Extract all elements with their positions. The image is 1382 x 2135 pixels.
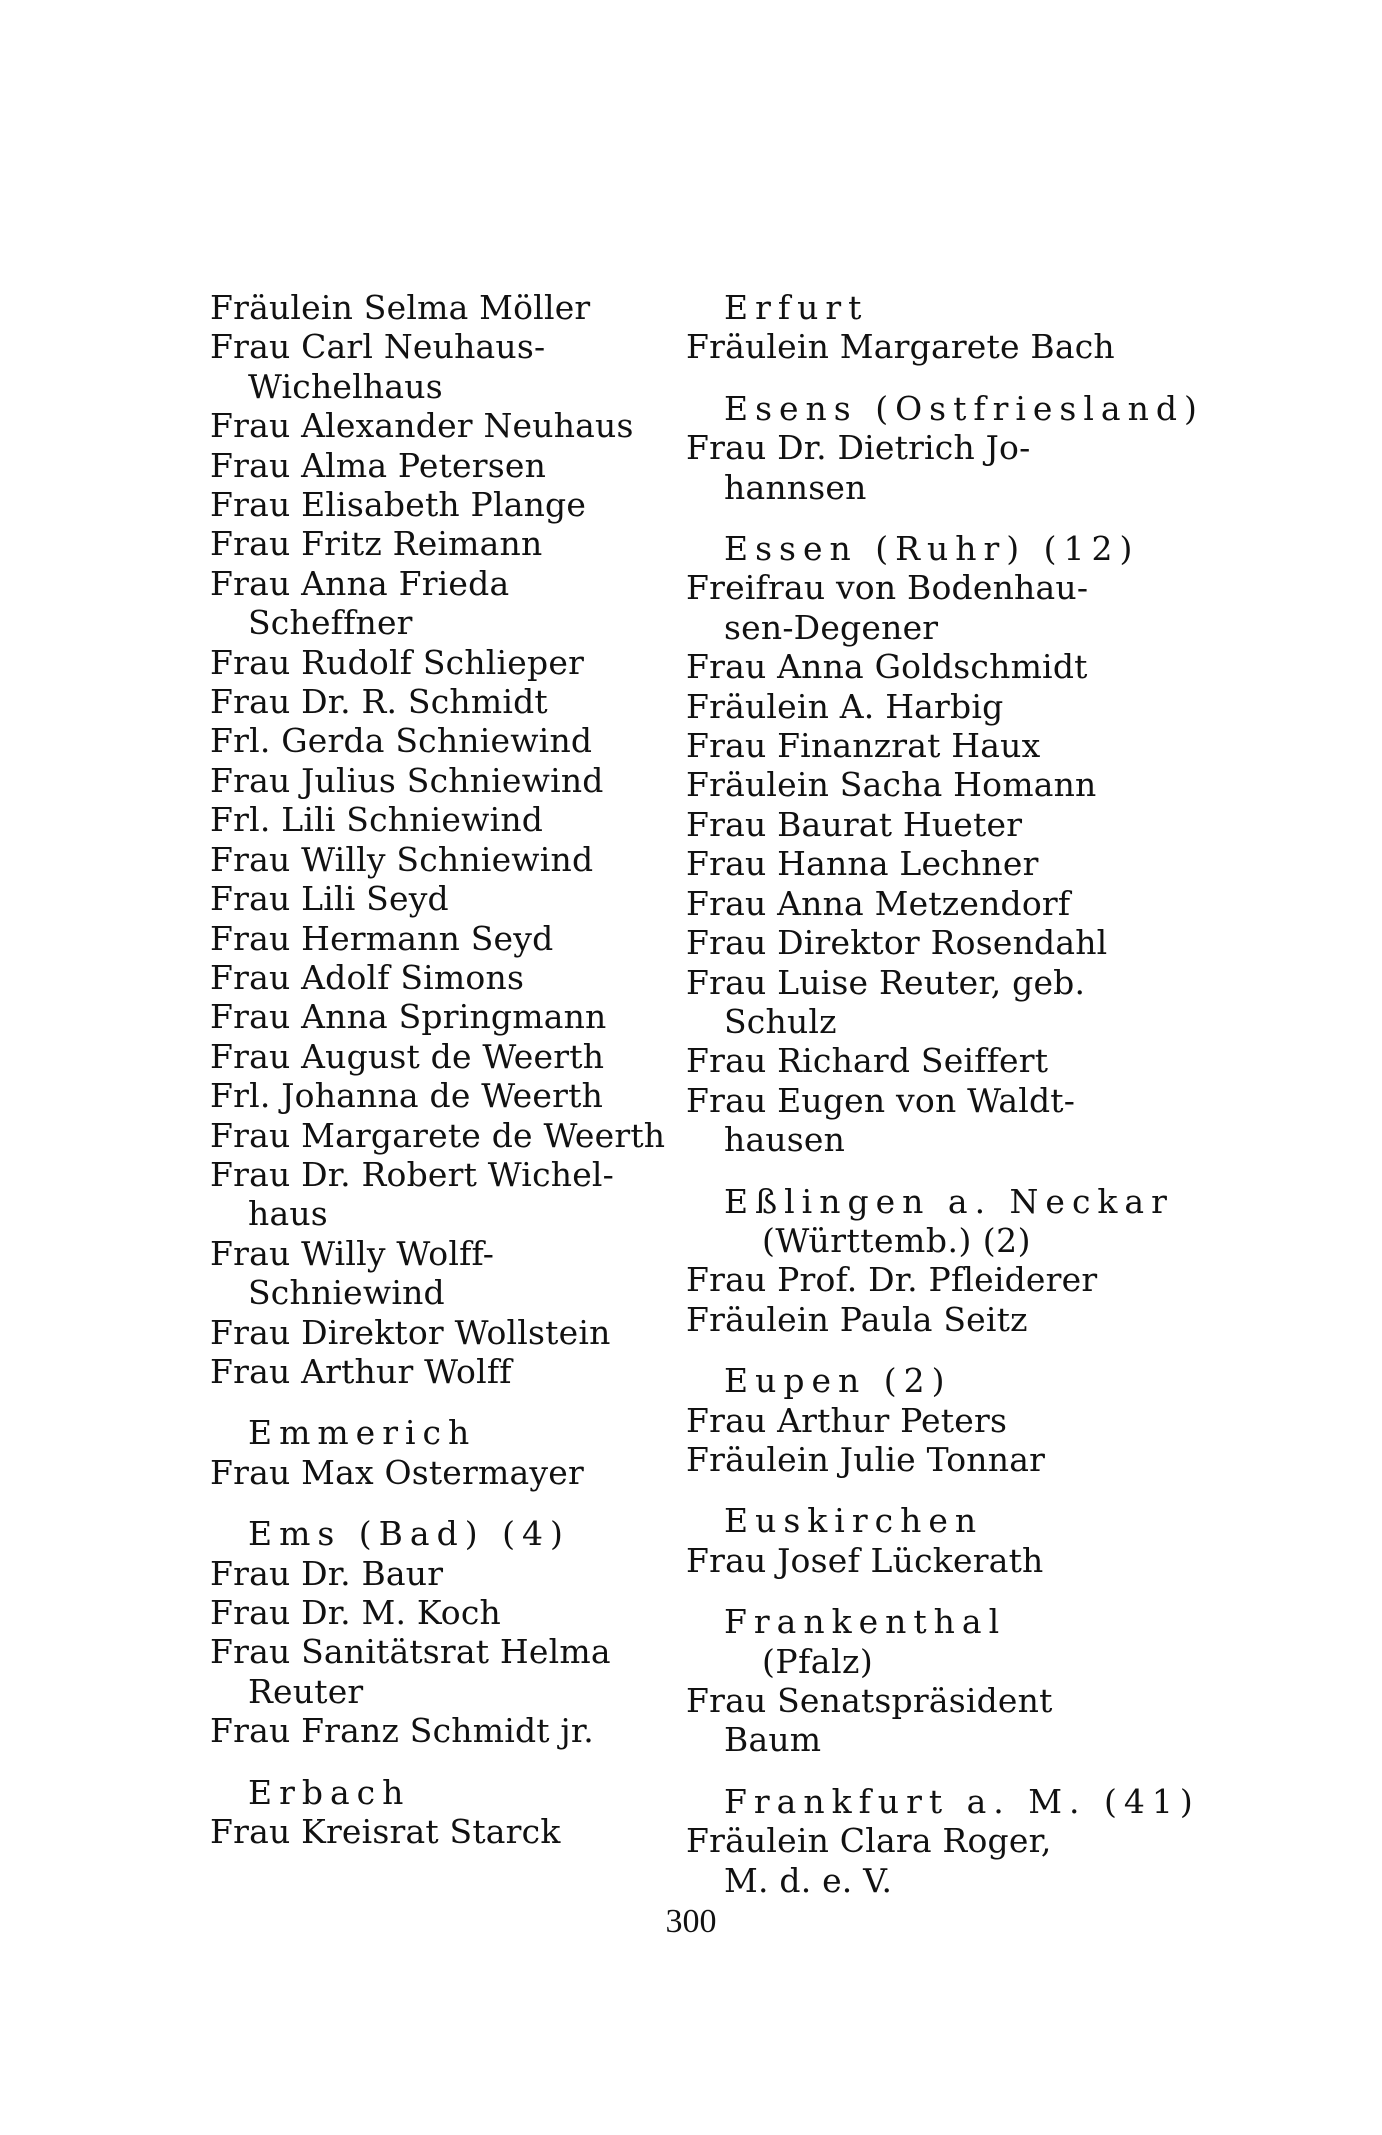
place-heading <box>210 1514 680 1553</box>
place-heading <box>686 1602 1106 1681</box>
member-entry <box>210 800 680 839</box>
entry-text: Frau Arthur Wolff <box>210 1351 512 1391</box>
member-entry <box>210 446 680 485</box>
entry-text: Fräulein Paula Seitz <box>686 1299 1028 1339</box>
member-entry <box>210 1313 680 1352</box>
member-entry <box>686 647 1106 686</box>
entry-text: Frau Rudolf Schlieper <box>210 642 585 682</box>
member-entry <box>210 958 680 997</box>
member-entry <box>686 923 1106 962</box>
member-entry <box>210 643 680 682</box>
member-entry <box>210 564 680 643</box>
heading-text: Erfurt <box>724 288 869 327</box>
member-entry <box>210 1812 680 1851</box>
page-number: 300 <box>665 1903 717 1940</box>
entry-text: Frau Finanzrat Haux <box>686 726 1041 766</box>
member-entry <box>686 1401 1106 1440</box>
entry-text: Frau Dr. Dietrich Jo- <box>686 428 1031 468</box>
entry-text: Frau Adolf Simons <box>210 957 525 997</box>
entry-text: Frau Arthur Peters <box>686 1400 1008 1440</box>
section-gap <box>686 1760 1106 1782</box>
place-heading <box>686 1781 1200 1821</box>
section-gap <box>686 1479 1106 1501</box>
heading-text: Ems (Bad) (4) <box>248 1514 570 1554</box>
member-entry <box>210 1037 680 1076</box>
entry-text: Frau Fritz Reimann <box>210 524 543 564</box>
member-entry <box>210 1352 680 1391</box>
place-heading <box>686 1361 1106 1400</box>
entry-continuation: hausen <box>724 1120 846 1160</box>
section-gap <box>686 1580 1106 1602</box>
entry-text: Frau Anna Frieda <box>210 563 510 603</box>
place-heading <box>686 529 1140 569</box>
member-entry <box>210 997 680 1036</box>
member-entry <box>210 840 680 879</box>
member-entry <box>686 1300 1106 1339</box>
place-heading <box>686 1181 1174 1261</box>
heading-text: Euskirchen <box>724 1501 984 1541</box>
section-gap <box>686 1339 1106 1361</box>
place-heading <box>210 1773 680 1812</box>
member-entry <box>686 765 1106 804</box>
entry-text: Frau Josef Lückerath <box>686 1540 1044 1580</box>
place-heading <box>686 288 1106 327</box>
section-gap <box>686 507 1106 529</box>
heading-text: Frankenthal <box>724 1602 1007 1642</box>
heading-text: Frankfurt a. M. (41) <box>724 1781 1200 1821</box>
entry-continuation: haus <box>248 1194 328 1234</box>
place-heading <box>686 388 1204 428</box>
entry-text: Frau Direktor Rosendahl <box>686 923 1108 963</box>
entry-continuation: hannsen <box>724 467 867 507</box>
entry-text: Frau Dr. Robert Wichel- <box>210 1154 615 1194</box>
left-column <box>210 288 680 1851</box>
entry-text: Frau Kreisrat Starck <box>210 1812 561 1852</box>
member-entry <box>210 1076 680 1115</box>
member-entry <box>686 1681 1106 1760</box>
entry-text: Frau Luise Reuter, geb. <box>686 962 1086 1002</box>
right-column <box>686 288 1204 1900</box>
entry-text: Frl. Lili Schniewind <box>210 800 544 840</box>
entry-text: Frau Richard Seiffert <box>686 1041 1049 1081</box>
entry-text: Frau Hermann Seyd <box>210 918 554 958</box>
entry-continuation: M. d. e. V. <box>724 1860 893 1900</box>
member-entry <box>210 288 680 327</box>
member-entry <box>686 1041 1106 1080</box>
entry-text: Frau Anna Metzendorf <box>686 883 1071 923</box>
entry-text: Frau Franz Schmidt jr. <box>210 1711 594 1751</box>
member-entry <box>686 1260 1106 1299</box>
entry-text: Fräulein A. Harbig <box>686 686 1004 726</box>
entry-text: Frau Prof. Dr. Pfleiderer <box>686 1260 1098 1300</box>
entry-continuation: Scheffner <box>248 603 413 643</box>
entry-text: Fräulein Julie Tonnar <box>686 1439 1046 1479</box>
member-entry <box>210 406 680 445</box>
member-entry <box>686 327 1115 367</box>
member-entry <box>210 919 680 958</box>
heading-text: Eßlingen a. Neckar <box>724 1181 1174 1221</box>
member-entry <box>210 1711 680 1750</box>
member-entry <box>210 1234 680 1313</box>
entry-text: Frau Margarete de Weerth <box>210 1115 666 1155</box>
entry-text: Frau Dr. R. Schmidt <box>210 682 548 722</box>
heading-text: Eupen (2) <box>724 1361 952 1401</box>
member-entry <box>686 568 1106 647</box>
member-entry <box>210 1453 680 1492</box>
member-entry <box>210 1155 680 1234</box>
heading-text: Erbach <box>248 1772 411 1812</box>
entry-text: Frau Dr. M. Koch <box>210 1593 502 1632</box>
member-entry <box>210 1116 680 1155</box>
heading-text: Essen (Ruhr) (12) <box>724 529 1140 569</box>
entry-continuation: sen-Degener <box>724 607 939 647</box>
entry-text: Frl. Gerda Schniewind <box>210 721 593 761</box>
member-entry <box>686 428 1106 507</box>
entry-text: Fräulein Sacha Homann <box>686 765 1097 805</box>
entry-text: Frau Alma Petersen <box>210 445 547 485</box>
entry-text: Frau Eugen von Waldt- <box>686 1080 1076 1120</box>
member-entry <box>686 687 1106 726</box>
member-entry <box>686 1081 1106 1160</box>
section-gap <box>210 1492 680 1514</box>
section-gap <box>686 1160 1106 1182</box>
heading-subline: (Württemb.) (2) <box>762 1220 1032 1260</box>
member-entry <box>210 879 680 918</box>
entry-continuation: Reuter <box>248 1671 364 1711</box>
entry-text: Frau Anna Goldschmidt <box>686 647 1088 687</box>
member-entry <box>686 1440 1106 1479</box>
section-gap <box>210 1391 680 1413</box>
entry-text: Frau August de Weerth <box>210 1036 605 1076</box>
entry-text: Frau Sanitätsrat Helma <box>210 1632 611 1672</box>
entry-text: Fräulein Selma Möller <box>210 288 591 327</box>
member-entry <box>686 1541 1106 1580</box>
entry-continuation: Baum <box>724 1720 822 1760</box>
member-entry <box>686 805 1106 844</box>
member-entry <box>686 844 1106 883</box>
entry-text: Frl. Johanna de Weerth <box>210 1076 604 1116</box>
section-gap <box>686 367 1106 389</box>
place-heading <box>686 1501 1106 1540</box>
member-entry <box>210 524 680 563</box>
member-entry <box>686 884 1106 923</box>
section-gap <box>210 1751 680 1773</box>
entry-continuation: Schniewind <box>248 1273 445 1313</box>
member-entry <box>686 726 1106 765</box>
entry-text: Frau Max Ostermayer <box>210 1452 584 1492</box>
entry-text: Frau Hanna Lechner <box>686 844 1039 884</box>
entry-text: Frau Willy Wolff- <box>210 1233 495 1273</box>
entry-text: Frau Willy Schniewind <box>210 839 594 879</box>
entry-text: Frau Lili Seyd <box>210 879 449 919</box>
entry-text: Frau Baurat Hueter <box>686 804 1023 844</box>
place-heading <box>210 1413 680 1452</box>
member-entry <box>210 485 680 524</box>
entry-text: Fräulein Clara Roger, <box>686 1821 1052 1861</box>
member-entry <box>210 761 680 800</box>
heading-subline: (Pfalz) <box>762 1641 874 1681</box>
entry-text: Frau Dr. Baur <box>210 1553 444 1593</box>
entry-text: Frau Julius Schniewind <box>210 760 604 800</box>
entry-text: Frau Anna Springmann <box>210 997 607 1037</box>
entry-text: Frau Direktor Wollstein <box>210 1312 611 1352</box>
member-entry <box>686 963 1106 1042</box>
member-entry <box>210 682 680 721</box>
entry-text: Frau Alexander Neuhaus <box>210 406 634 446</box>
entry-text: Fräulein Margarete Bach <box>686 327 1115 367</box>
member-entry <box>210 1554 680 1593</box>
entry-continuation: Schulz <box>724 1001 837 1041</box>
heading-text: Esens (Ostfriesland) <box>724 388 1204 428</box>
heading-text: Emmerich <box>248 1413 477 1453</box>
member-entry <box>210 721 680 760</box>
entry-text: Frau Elisabeth Plange <box>210 485 587 525</box>
member-entry <box>210 1632 680 1711</box>
member-entry <box>210 1593 680 1632</box>
member-entry <box>210 327 680 406</box>
entry-text: Frau Carl Neuhaus- <box>210 327 546 367</box>
entry-text: Freifrau von Bodenhau- <box>686 568 1089 608</box>
entry-text: Frau Senatspräsident <box>686 1681 1053 1720</box>
entry-continuation: Wichelhaus <box>248 366 443 406</box>
member-entry <box>686 1821 1106 1900</box>
